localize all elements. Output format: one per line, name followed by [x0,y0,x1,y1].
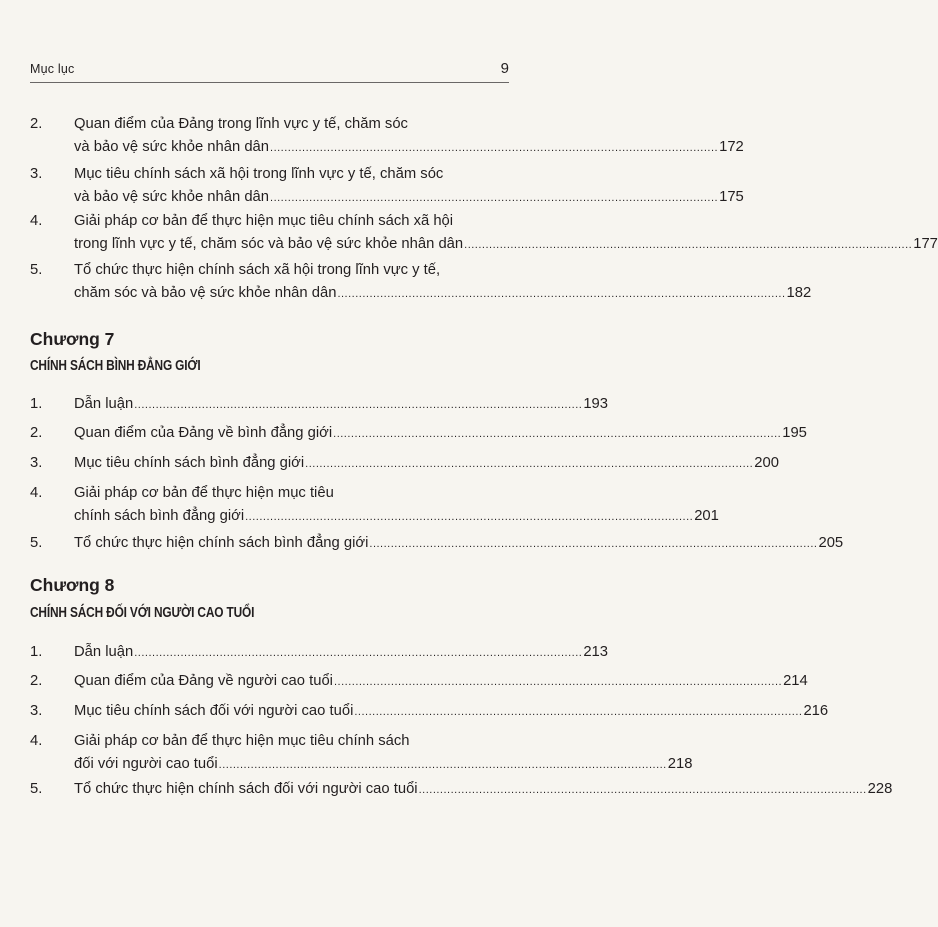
toc-entry [30,482,719,529]
dot-leader: .............................................................................................................................. [305,458,754,470]
entry-page: 195 [782,425,807,441]
running-header [30,58,509,83]
section-title: Mục lục [30,62,75,76]
dot-leader: .............................................................................................................................. [270,142,719,154]
toc-entry [30,163,744,210]
entry-number: 2. [30,673,43,689]
entry-number: 5. [30,262,43,278]
dot-leader: .............................................................................................................................. [337,288,786,300]
dot-leader: .............................................................................................................................. [333,676,783,688]
entry-title: Mục tiêu chính sách bình đẳng giới [74,455,305,471]
entry-number: 3. [30,455,43,471]
entry-title-line2: chính sách bình đẳng giới [74,508,245,524]
entry-page: 177 [913,236,938,252]
chapter-8-title: CHÍNH SÁCH ĐỐI VỚI NGƯỜI CAO TUỔI [30,605,255,621]
dot-leader: .............................................................................................................................. [369,538,818,550]
entry-page: 213 [583,644,609,660]
entry-page: 182 [786,285,812,301]
entry-title: Quan điểm của Đảng về bình đẳng giới [74,425,333,441]
toc-entry [30,452,779,476]
entry-page: 216 [803,703,829,719]
entry-number: 1. [30,644,43,660]
toc-entry [30,778,893,802]
entry-page: 218 [667,756,693,772]
entry-title-line2: và bảo vệ sức khỏe nhân dân [74,189,270,205]
entry-title: Mục tiêu chính sách đối với người cao tuổi [74,703,354,719]
toc-entry [30,210,938,257]
entry-number: 4. [30,485,43,501]
toc-entry [30,670,808,694]
dot-leader: .............................................................................................................................. [245,511,694,523]
entry-number: 5. [30,781,43,797]
entry-title-line1: Giải pháp cơ bản để thực hiện mục tiêu chính sách [74,733,410,749]
entry-page: 214 [783,673,808,689]
entry-page: 205 [818,535,844,551]
entry-title-line1: Giải pháp cơ bản để thực hiện mục tiêu chính sách xã hội [74,213,454,229]
entry-number: 4. [30,213,43,229]
entry-title-line2: và bảo vệ sức khỏe nhân dân [74,139,270,155]
entry-title-line1: Mục tiêu chính sách xã hội trong lĩnh vực y tế, chăm sóc [74,166,444,182]
toc-entry [30,700,829,724]
toc-entry [30,641,609,665]
dot-leader: .............................................................................................................................. [418,784,867,796]
dot-leader: .............................................................................................................................. [354,706,803,718]
entry-title: Dẫn luận [74,396,134,412]
dot-leader: .............................................................................................................................. [134,399,583,411]
page-number: 9 [500,60,509,77]
entry-number: 3. [30,703,43,719]
entry-number: 4. [30,733,43,749]
entry-title-line2: chăm sóc và bảo vệ sức khỏe nhân dân [74,285,337,301]
dot-leader: .............................................................................................................................. [134,647,583,659]
entry-page: 201 [694,508,719,524]
dot-leader: .............................................................................................................................. [270,192,719,204]
entry-title-line1: Tổ chức thực hiện chính sách xã hội trong lĩnh vực y tế, [74,262,441,278]
chapter-7-title: CHÍNH SÁCH BÌNH ĐẲNG GIỚI [30,358,201,374]
toc-entry [30,422,807,446]
entry-title: Dẫn luận [74,644,134,660]
entry-page: 193 [583,396,609,412]
entry-title: Quan điểm của Đảng về người cao tuổi [74,673,333,689]
toc-entry [30,113,744,160]
entry-page: 172 [719,139,744,155]
entry-number: 2. [30,116,43,132]
entry-title-line1: Quan điểm của Đảng trong lĩnh vực y tế, chăm sóc [74,116,408,132]
toc-entry [30,532,844,556]
toc-entry [30,259,812,306]
toc-entry [30,393,609,417]
entry-title: Tổ chức thực hiện chính sách đối với người cao tuổi [74,781,418,797]
entry-title: Tổ chức thực hiện chính sách bình đẳng giới [74,535,369,551]
entry-title-line1: Giải pháp cơ bản để thực hiện mục tiêu [74,485,334,501]
entry-number: 5. [30,535,43,551]
entry-page: 200 [754,455,779,471]
toc-entry [30,730,693,777]
dot-leader: .............................................................................................................................. [218,759,667,771]
entry-number: 3. [30,166,43,182]
chapter-8-label: Chương 8 [30,575,115,595]
entry-page: 175 [719,189,744,205]
dot-leader: .............................................................................................................................. [464,239,913,251]
entry-number: 2. [30,425,43,441]
entry-title-line2: đối với người cao tuổi [74,756,218,772]
entry-number: 1. [30,396,43,412]
entry-title-line2: trong lĩnh vực y tế, chăm sóc và bảo vệ sức khỏe nhân dân [74,236,464,252]
entry-page: 228 [867,781,893,797]
chapter-7-label: Chương 7 [30,329,115,349]
dot-leader: .............................................................................................................................. [333,428,782,440]
